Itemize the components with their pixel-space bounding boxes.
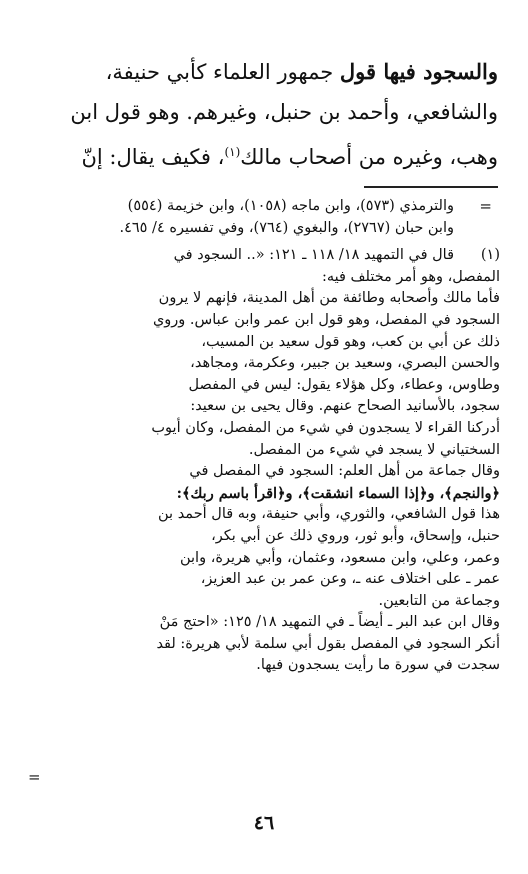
continues-mark: = [28,768,41,786]
footnote-1-line: فأما مالك وأصحابه وطائفة من أهل المدينة، فإنهم لا يرون [158,290,500,307]
footnote-1-line: هذا قول الشافعي، والثوري، وأبي حنيفة، وبه قال أحمد بن [158,506,500,523]
footnote-1-surah-names: ﴿والنجم﴾، و﴿إذا السماء انشقت﴾، و﴿اقرأ باسم ربك﴾: [176,484,500,502]
footnote-1-line: السختياني لا يسجد في شيء من المفصل. [248,441,500,458]
footnote-1-line: أدركنا القراء لا يسجدون في شيء من المفصل، وكان أيوب [151,419,500,436]
footnote-1-line: وقال ابن عبد البر ـ أيضاً ـ في التمهيد ١٨/ ١٢٥: «احتج مَنْ [159,614,500,631]
footnote-1-line: قال في التمهيد ١٨/ ١١٨ ـ ١٢١: «.. السجود في [173,247,454,264]
footnotes [28,196,500,677]
footnote-1-line: وقال جماعة من أهل العلم: السجود في المفصل في [189,463,500,480]
page-number: ٤٦ [253,812,275,834]
continued-mark: = [479,197,492,215]
footnote-1 [28,245,500,677]
main-line-3-b: ، فكيف يقال: إنّ [81,145,225,169]
footnote-separator [364,186,498,188]
footnote-1-line: سجود، بالأسانيد الصحاح عنهم. وقال يحيى بن سعيد: [190,398,500,415]
footnote-1-line: وجماعة من التابعين. [378,592,500,609]
footnote-cont-line-2: وابن حبان (٢٧٦٧)، والبغوي (٧٦٤)، وفي تفسيره ٤/ ٤٦٥. [119,219,454,236]
footnote-1-line: سجدت في سورة ما رأيت يسجدون فيها. [256,657,500,674]
footnote-1-line: السجود في المفصل، وهو قول ابن عمر وابن عباس. وروي [152,311,500,328]
main-line-3-a: وهب، وغيره من أصحاب مالك [240,145,498,169]
footnote-ref-1: (١) [224,145,241,159]
main-line-3 [30,132,498,177]
footnote-1-line: وطاوس، وعطاء، وكل هؤلاء يقول: ليس في المفصل [188,376,500,393]
footnote-continuation [28,196,500,239]
main-line-1 [30,52,498,92]
main-line-2: والشافعي، وأحمد بن حنبل، وغيرهم. وهو قول ابن [70,100,498,124]
footnote-cont-line-1: والترمذي (٥٧٣)، وابن ماجه (١٠٥٨)، وابن خزيمة (٥٥٤) [127,198,454,214]
footnote-1-line: أنكر السجود في المفصل بقول أبي سلمة لأبي هريرة: لقد [156,635,500,652]
footnote-1-line: وعمر، وعلي، وابن مسعود، وعثمان، وأبي هريرة، وابن [179,549,500,566]
main-line-1-rest: جمهور العلماء كأبي حنيفة، [105,60,340,84]
main-text [30,52,498,177]
footnote-1-line: حنبل، وإسحاق، وأبو ثور، وروي ذلك عن أبي بكر، [211,527,500,544]
footnote-1-line: المفصل، وهو أمر مختلف فيه: [321,268,500,285]
footnote-1-number: (١) [480,247,500,264]
footnote-1-line: ذلك عن أبي بن كعب، وهو قول سعيد بن المسيب، [201,333,500,350]
main-line-1-bold: والسجود فيها قول [339,59,498,84]
footnote-1-line: والحسن البصري، وسعيد بن جبير، وعكرمة، ومجاهد، [190,355,500,372]
footnote-1-line: عمر ـ على اختلاف عنه ـ، وعن عمر بن عبد العزيز، [200,571,500,588]
